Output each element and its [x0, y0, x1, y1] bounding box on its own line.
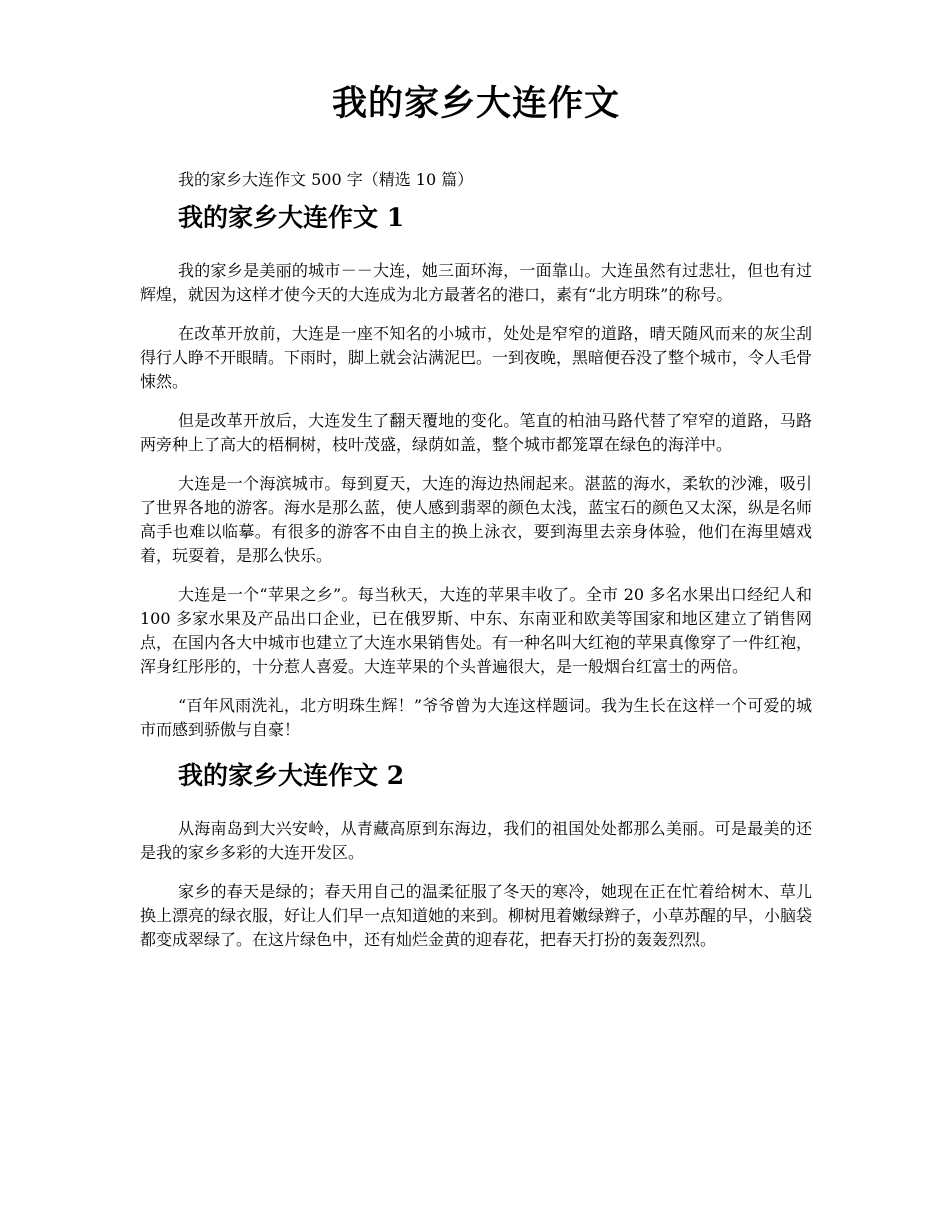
section-1-heading: 我的家乡大连作文 1 — [178, 203, 405, 232]
paragraph: 大连是一个海滨城市。每到夏天，大连的海边热闹起来。湛蓝的海水，柔软的沙滩，吸引了世界各地的游客。海水是那么蓝，使人感到翡翠的颜色太浅，蓝宝石的颜色又太深，纵是名师高手也难以临摹。有很多的游客不由自主的换上泳衣，要到海里去亲身体验，他们在海里嬉戏着，玩耍着，是那么快乐。 — [140, 474, 813, 565]
paragraph: 我的家乡是美丽的城市－－大连，她三面环海，一面靠山。大连虽然有过悲壮，但也有过辉煌，就因为这样才使今天的大连成为北方最著名的港口，素有“北方明珠”的称号。 — [140, 261, 812, 304]
paragraph: “百年风雨洗礼，北方明珠生辉！”爷爷曾为大连这样题词。我为生长在这样一个可爱的城市而感到骄傲与自豪！ — [140, 696, 812, 739]
paragraph: 大连是一个“苹果之乡”。每当秋天，大连的苹果丰收了。全市 20 多名水果出口经纪人和 100 多家水果及产品出口企业，已在俄罗斯、中东、东南亚和欧美等国家和地区建立了销售网点，在国内各大中城市也建立了大连水果销售处。有一种名叫大红袍的苹果真像穿了一件红袍，浑身红彤彤的，十分惹人喜爱。大连苹果的个头普遍很大，是一般烟台红富士的两倍。 — [140, 585, 813, 676]
paragraph: 在改革开放前，大连是一座不知名的小城市，处处是窄窄的道路，晴天随风而来的灰尘刮得行人睁不开眼睛。下雨时，脚上就会沾满泥巴。一到夜晚，黑暗便吞没了整个城市，令人毛骨悚然。 — [140, 324, 813, 391]
paragraph: 但是改革开放后，大连发生了翻天覆地的变化。笔直的柏油马路代替了窄窄的道路，马路两旁种上了高大的梧桐树，枝叶茂盛，绿荫如盖，整个城市都笼罩在绿色的海洋中。 — [140, 411, 812, 454]
paragraph: 家乡的春天是绿的；春天用自己的温柔征服了冬天的寒冷，她现在正在忙着给树木、草儿换上漂亮的绿衣服，好让人们早一点知道她的来到。柳树甩着嫩绿辫子，小草苏醒的早，小脑袋都变成翠绿了。在这片绿色中，还有灿烂金黄的迎春花，把春天打扮的轰轰烈烈。 — [140, 882, 813, 949]
document-subtitle: 我的家乡大连作文 500 字（精选 10 篇） — [178, 170, 474, 189]
document-page — [140, 78, 812, 952]
paragraph: 从海南岛到大兴安岭，从青藏高原到东海边，我们的祖国处处都那么美丽。可是最美的还是我的家乡多彩的大连开发区。 — [140, 819, 812, 862]
section-2-heading: 我的家乡大连作文 2 — [178, 761, 405, 790]
section-1-body — [140, 259, 812, 742]
document-title: 我的家乡大连作文 — [331, 83, 620, 124]
section-2-body — [140, 817, 812, 952]
